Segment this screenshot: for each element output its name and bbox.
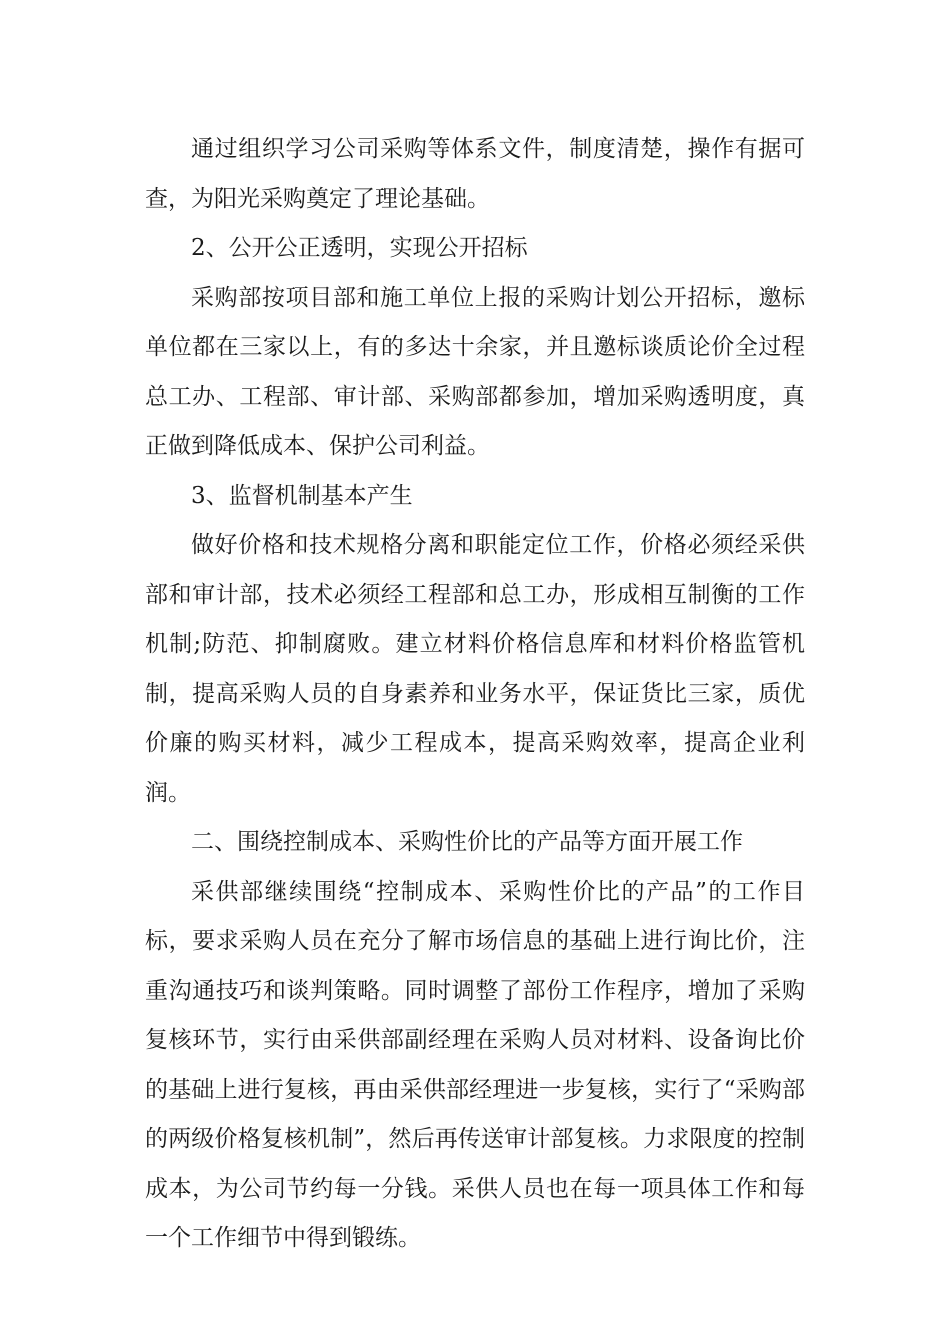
- paragraph-open-bidding: 采购部按项目部和施工单位上报的采购计划公开招标，邀标单位都在三家以上，有的多达十余家，并且邀标谈质论价全过程总工办、工程部、审计部、采购部都参加，增加采购透明度，真正做到降低成本、保护公司利益。: [145, 284, 805, 459]
- paragraph-cost-control: 采供部继续围绕“控制成本、采购性价比的产品”的工作目标，要求采购人员在充分了解市场信息的基础上进行询比价，注重沟通技巧和谈判策略。同时调整了部份工作程序，增加了采购复核环节，实行由采供部副经理在采购人员对材料、设备询比价的基础上进行复核，再由采供部经理进一步复核，实行了“采购部的两级价格复核机制”，然后再传送审计部复核。力求限度的控制成本，为公司节约每一分钱。采供人员也在每一项具体工作和每一个工作细节中得到锻练。: [145, 878, 805, 1251]
- paragraph-supervision-mechanism: 做好价格和技术规格分离和职能定位工作，价格必须经采供部和审计部，技术必须经工程部和总工办，形成相互制衡的工作机制;防范、抑制腐败。建立材料价格信息库和材料价格监管机制，提高采购人员的自身素养和业务水平，保证货比三家，质优价廉的购买材料，减少工程成本，提高采购效率，提高企业利润。: [145, 532, 805, 806]
- document-page: [145, 125, 805, 1264]
- heading-supervision-mechanism: 3、监督机制基本产生: [191, 482, 413, 509]
- heading-cost-control: 二、围绕控制成本、采购性价比的产品等方面开展工作: [191, 829, 743, 855]
- paragraph-system-documents: 通过组织学习公司采购等体系文件，制度清楚，操作有据可查，为阳光采购奠定了理论基础。: [145, 136, 805, 212]
- heading-open-bidding: 2、公开公正透明，实现公开招标: [191, 235, 528, 261]
